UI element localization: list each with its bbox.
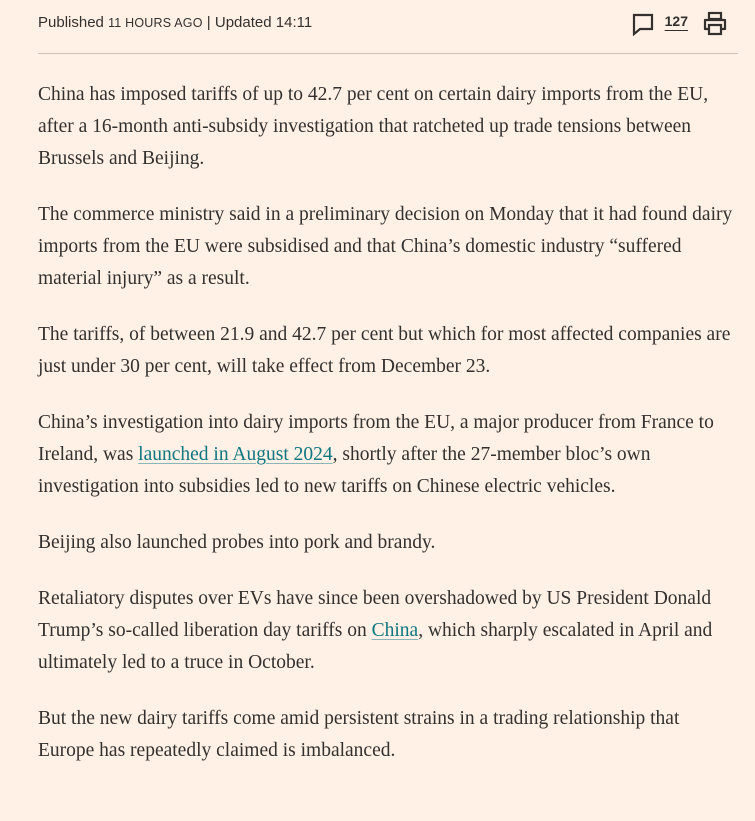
article-tools	[631, 10, 728, 38]
link-china[interactable]: China	[371, 620, 419, 641]
link-launched-august-2024[interactable]: launched in August 2024	[138, 444, 333, 465]
paragraph-text: , which sharply escalated in April and ultimately led to a truce in October.	[38, 620, 713, 673]
paragraph-text: Retaliatory disputes over EVs have since been overshadowed by US President Donald Trump’s so-called liberation day tariffs on	[38, 588, 712, 641]
article-body	[38, 79, 738, 791]
paragraph-text: China’s investigation into dairy imports from the EU, a major producer from France to Ireland, was	[38, 412, 714, 465]
print-icon[interactable]	[702, 11, 728, 37]
comment-icon[interactable]	[631, 12, 655, 36]
paragraph-text: , shortly after the 27-member bloc’s own investigation into subsidies led to new tariffs on Chinese electric vehicles.	[38, 444, 651, 497]
comment-count-link[interactable]: 127	[664, 13, 688, 29]
paragraph: The tariffs, of between 21.9 and 42.7 per cent but which for most affected companies are just under 30 per cent, will take effect from December 23.	[38, 324, 731, 377]
published-time: 11 HOURS AGO	[108, 16, 203, 30]
meta-separator: |	[206, 14, 211, 31]
paragraph: But the new dairy tariffs come amid persistent strains in a trading relationship that Europe has repeatedly claimed is imbalanced.	[38, 708, 680, 761]
paragraph: China has imposed tariffs of up to 42.7 per cent on certain dairy imports from the EU, after a 16-month anti-subsidy investigation that ratcheted up trade tensions between Brussels and Beijing.	[38, 84, 709, 169]
publish-meta	[38, 14, 312, 31]
paragraph: The commerce ministry said in a preliminary decision on Monday that it had found dairy imports from the EU were subsidised and that China’s domestic industry “suffered material injury” as a result.	[38, 204, 733, 289]
paragraph: Beijing also launched probes into pork and brandy.	[38, 532, 436, 553]
paragraph	[38, 583, 738, 679]
paragraph	[38, 407, 738, 503]
updated-label: Updated 14:11	[214, 14, 313, 31]
published-label: Published	[38, 14, 104, 31]
article-header	[38, 0, 738, 54]
